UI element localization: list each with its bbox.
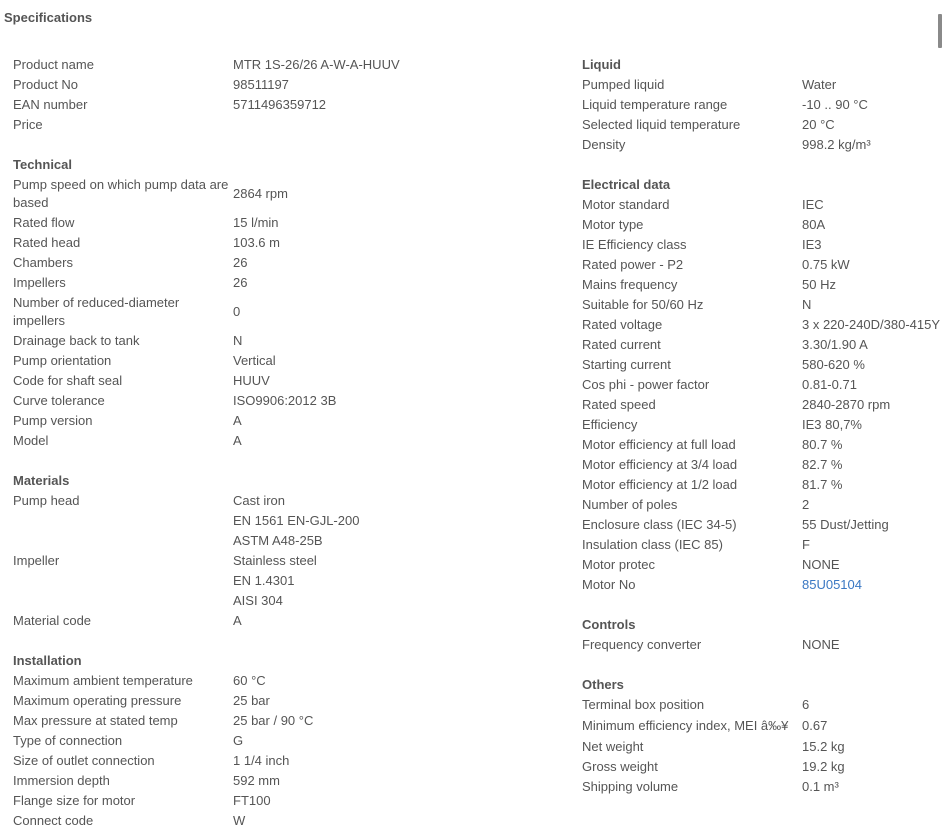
spec-label: Flange size for motor	[13, 793, 136, 808]
spec-label	[13, 511, 233, 531]
section-title-controls: Controls	[582, 617, 636, 632]
spec-row	[582, 635, 942, 655]
spec-row	[13, 293, 558, 331]
spec-value: 82.7 %	[802, 457, 843, 472]
spec-value: N	[802, 297, 812, 312]
spec-label: Pumped liquid	[582, 77, 665, 92]
spec-value: 998.2 kg/m³	[802, 137, 871, 152]
spec-label	[13, 571, 233, 591]
spec-value: 0	[233, 304, 241, 319]
spec-label: Code for shaft seal	[13, 373, 123, 388]
spec-value: 0.75 kW	[802, 257, 850, 272]
spec-label: Liquid temperature range	[582, 97, 728, 112]
spec-label: Rated flow	[13, 215, 75, 230]
spec-label: Terminal box position	[582, 697, 705, 712]
spec-row	[13, 611, 558, 631]
spec-row	[582, 395, 942, 415]
spec-row	[13, 771, 558, 791]
spec-label: Pump version	[13, 413, 93, 428]
spec-value: HUUV	[233, 373, 270, 388]
spec-label: Pump speed on which pump data are based	[13, 177, 229, 210]
spec-row	[13, 691, 558, 711]
spec-row	[582, 495, 942, 515]
scrollbar-thumb[interactable]	[938, 14, 942, 48]
spec-value: NONE	[802, 637, 840, 652]
spec-row	[13, 531, 558, 551]
spec-label: Material code	[13, 613, 92, 628]
spec-label: Rated head	[13, 235, 81, 250]
spec-label: Efficiency	[582, 417, 638, 432]
spec-label: Product No	[13, 77, 79, 92]
spec-value: IE3 80,7%	[802, 417, 862, 432]
spec-row	[13, 511, 558, 531]
spec-value: 80A	[802, 217, 826, 232]
spec-row	[13, 731, 558, 751]
spec-label: Mains frequency	[582, 277, 678, 292]
spec-value-link[interactable]: 85U05104	[802, 577, 862, 592]
spec-label: Price	[13, 117, 43, 132]
spec-value: IE3	[802, 237, 822, 252]
spec-label: Density	[582, 137, 626, 152]
spec-value: A	[233, 413, 242, 428]
spec-row	[13, 95, 558, 115]
spec-row	[13, 55, 558, 75]
spec-row	[582, 455, 942, 475]
spec-row	[13, 711, 558, 731]
spec-row	[13, 791, 558, 811]
spec-value: ISO9906:2012 3B	[233, 393, 337, 408]
spec-row	[582, 195, 942, 215]
spec-row	[13, 273, 558, 293]
section-title-others: Others	[582, 677, 624, 692]
spec-label	[13, 531, 233, 551]
spec-value: 0.1 m³	[802, 779, 839, 794]
spec-row	[13, 571, 558, 591]
spec-row	[582, 335, 942, 355]
spec-label: Size of outlet connection	[13, 753, 155, 768]
spec-row	[13, 213, 558, 233]
spec-label: Rated current	[582, 337, 661, 352]
spec-label: Chambers	[13, 255, 73, 270]
spec-value: 103.6 m	[233, 235, 280, 250]
spec-label: Insulation class (IEC 85)	[582, 537, 723, 552]
spec-value: 25 bar / 90 °C	[233, 713, 314, 728]
spec-value: A	[233, 613, 242, 628]
spec-row	[13, 115, 558, 135]
spec-row	[582, 135, 942, 155]
specs-left-column	[13, 55, 558, 831]
spec-label: Rated voltage	[582, 317, 663, 332]
controls-group	[582, 635, 942, 655]
spec-row	[13, 491, 558, 511]
spec-label: Minimum efficiency index, MEI â‰¥	[582, 718, 789, 733]
spec-label: Suitable for 50/60 Hz	[582, 297, 704, 312]
spec-row	[13, 175, 558, 213]
spec-value: 98511197	[233, 77, 289, 92]
spec-row	[582, 575, 942, 595]
spec-label: Shipping volume	[582, 779, 679, 794]
spec-label: Motor protec	[582, 557, 655, 572]
spec-value: 6	[802, 697, 810, 712]
spec-row	[13, 671, 558, 691]
spec-value: ASTM A48-25B	[233, 533, 323, 548]
spec-label	[13, 591, 233, 611]
spec-row	[582, 777, 942, 797]
spec-row	[13, 811, 558, 831]
spec-value: -10 .. 90 °C	[802, 97, 868, 112]
spec-label: Impellers	[13, 275, 66, 290]
general-info-group	[13, 55, 558, 135]
spec-label: Motor No	[582, 577, 636, 592]
spec-value: Vertical	[233, 353, 276, 368]
spec-row	[13, 233, 558, 253]
spec-value: 592 mm	[233, 773, 280, 788]
spec-row	[582, 255, 942, 275]
spec-row	[13, 411, 558, 431]
spec-value: FT100	[233, 793, 271, 808]
spec-value: A	[233, 433, 242, 448]
spec-row	[582, 75, 942, 95]
spec-value: EN 1.4301	[233, 573, 295, 588]
spec-row	[13, 591, 558, 611]
materials-group	[13, 491, 558, 631]
spec-value: N	[233, 333, 243, 348]
spec-label: Enclosure class (IEC 34-5)	[582, 517, 737, 532]
spec-row	[582, 375, 942, 395]
electrical-group	[582, 195, 942, 595]
spec-row	[13, 253, 558, 273]
spec-value: 55 Dust/Jetting	[802, 517, 889, 532]
spec-row	[582, 315, 942, 335]
spec-label: Number of poles	[582, 497, 678, 512]
spec-value: F	[802, 537, 810, 552]
spec-row	[13, 551, 558, 571]
spec-value: 60 °C	[233, 673, 266, 688]
spec-row	[13, 391, 558, 411]
spec-label: Immersion depth	[13, 773, 110, 788]
spec-row	[582, 757, 942, 777]
spec-value: IEC	[802, 197, 824, 212]
others-group	[582, 695, 942, 797]
spec-value: 0.81-0.71	[802, 377, 857, 392]
spec-label: Impeller	[13, 553, 60, 568]
spec-value: 50 Hz	[802, 277, 836, 292]
spec-value: 1 1/4 inch	[233, 753, 290, 768]
spec-label: Rated speed	[582, 397, 656, 412]
spec-value: 3 x 220-240D/380-415Y	[802, 317, 941, 332]
spec-row	[13, 371, 558, 391]
section-title-installation: Installation	[13, 653, 82, 668]
technical-group	[13, 175, 558, 451]
spec-label: Max pressure at stated temp	[13, 713, 178, 728]
spec-value: 3.30/1.90 A	[802, 337, 868, 352]
spec-value: 2864 rpm	[233, 186, 288, 201]
spec-value: Water	[802, 77, 837, 92]
spec-row	[582, 275, 942, 295]
spec-value: EN 1561 EN-GJL-200	[233, 513, 360, 528]
spec-label: Pump orientation	[13, 353, 112, 368]
spec-label: Motor type	[582, 217, 644, 232]
spec-value: 80.7 %	[802, 437, 843, 452]
spec-value: G	[233, 733, 244, 748]
spec-row	[13, 431, 558, 451]
spec-value: 5711496359712	[233, 97, 327, 112]
spec-row	[582, 295, 942, 315]
spec-label: Selected liquid temperature	[582, 117, 741, 132]
spec-label: Product name	[13, 57, 94, 72]
spec-value: 26	[233, 255, 248, 270]
spec-row	[582, 475, 942, 495]
spec-row	[582, 115, 942, 135]
spec-row	[582, 235, 942, 255]
spec-row	[582, 555, 942, 575]
spec-row	[13, 75, 558, 95]
spec-row	[582, 435, 942, 455]
spec-label: EAN number	[13, 97, 88, 112]
spec-value: 15 l/min	[233, 215, 279, 230]
spec-value: 0.67	[802, 718, 828, 733]
spec-row	[582, 515, 942, 535]
spec-row	[582, 215, 942, 235]
spec-label: Drainage back to tank	[13, 333, 140, 348]
spec-row	[582, 535, 942, 555]
specs-right-column	[582, 55, 942, 797]
spec-value: Cast iron	[233, 493, 286, 508]
spec-label: Type of connection	[13, 733, 123, 748]
spec-value: 26	[233, 275, 248, 290]
spec-row	[582, 415, 942, 435]
spec-value: 2840-2870 rpm	[802, 397, 891, 412]
section-title-technical: Technical	[13, 157, 73, 172]
spec-value: MTR 1S-26/26 A-W-A-HUUV	[233, 57, 400, 72]
page-title: Specifications	[4, 10, 93, 25]
spec-label: Gross weight	[582, 759, 658, 774]
spec-label: Motor efficiency at full load	[582, 437, 736, 452]
installation-group	[13, 671, 558, 831]
liquid-group	[582, 75, 942, 155]
spec-row	[13, 331, 558, 351]
spec-label: Motor standard	[582, 197, 670, 212]
spec-row	[13, 351, 558, 371]
spec-value: 580-620 %	[802, 357, 865, 372]
spec-label: Number of reduced-diameter impellers	[13, 295, 180, 328]
spec-value: AISI 304	[233, 593, 283, 608]
spec-label: Starting current	[582, 357, 671, 372]
spec-label: Curve tolerance	[13, 393, 105, 408]
spec-value: Stainless steel	[233, 553, 317, 568]
spec-row	[582, 715, 942, 737]
spec-label: IE Efficiency class	[582, 237, 687, 252]
spec-value: 19.2 kg	[802, 759, 845, 774]
spec-value: NONE	[802, 557, 840, 572]
spec-label: Cos phi - power factor	[582, 377, 710, 392]
spec-value: 2	[802, 497, 810, 512]
section-title-materials: Materials	[13, 473, 70, 488]
spec-value: 15.2 kg	[802, 739, 845, 754]
spec-value: 81.7 %	[802, 477, 843, 492]
spec-label: Connect code	[13, 813, 94, 828]
spec-label: Pump head	[13, 493, 80, 508]
spec-label: Net weight	[582, 739, 644, 754]
spec-value: 25 bar	[233, 693, 270, 708]
spec-row	[582, 95, 942, 115]
spec-label: Model	[13, 433, 49, 448]
spec-label: Maximum ambient temperature	[13, 673, 193, 688]
section-title-liquid: Liquid	[582, 57, 621, 72]
section-title-electrical: Electrical data	[582, 177, 671, 192]
spec-label: Maximum operating pressure	[13, 693, 182, 708]
spec-label: Frequency converter	[582, 637, 702, 652]
spec-row	[582, 355, 942, 375]
spec-row	[582, 737, 942, 757]
spec-row	[582, 695, 942, 715]
spec-row	[13, 751, 558, 771]
spec-label: Motor efficiency at 1/2 load	[582, 477, 738, 492]
spec-label: Rated power - P2	[582, 257, 684, 272]
spec-value: 20 °C	[802, 117, 835, 132]
spec-value: W	[233, 813, 246, 828]
spec-label: Motor efficiency at 3/4 load	[582, 457, 738, 472]
